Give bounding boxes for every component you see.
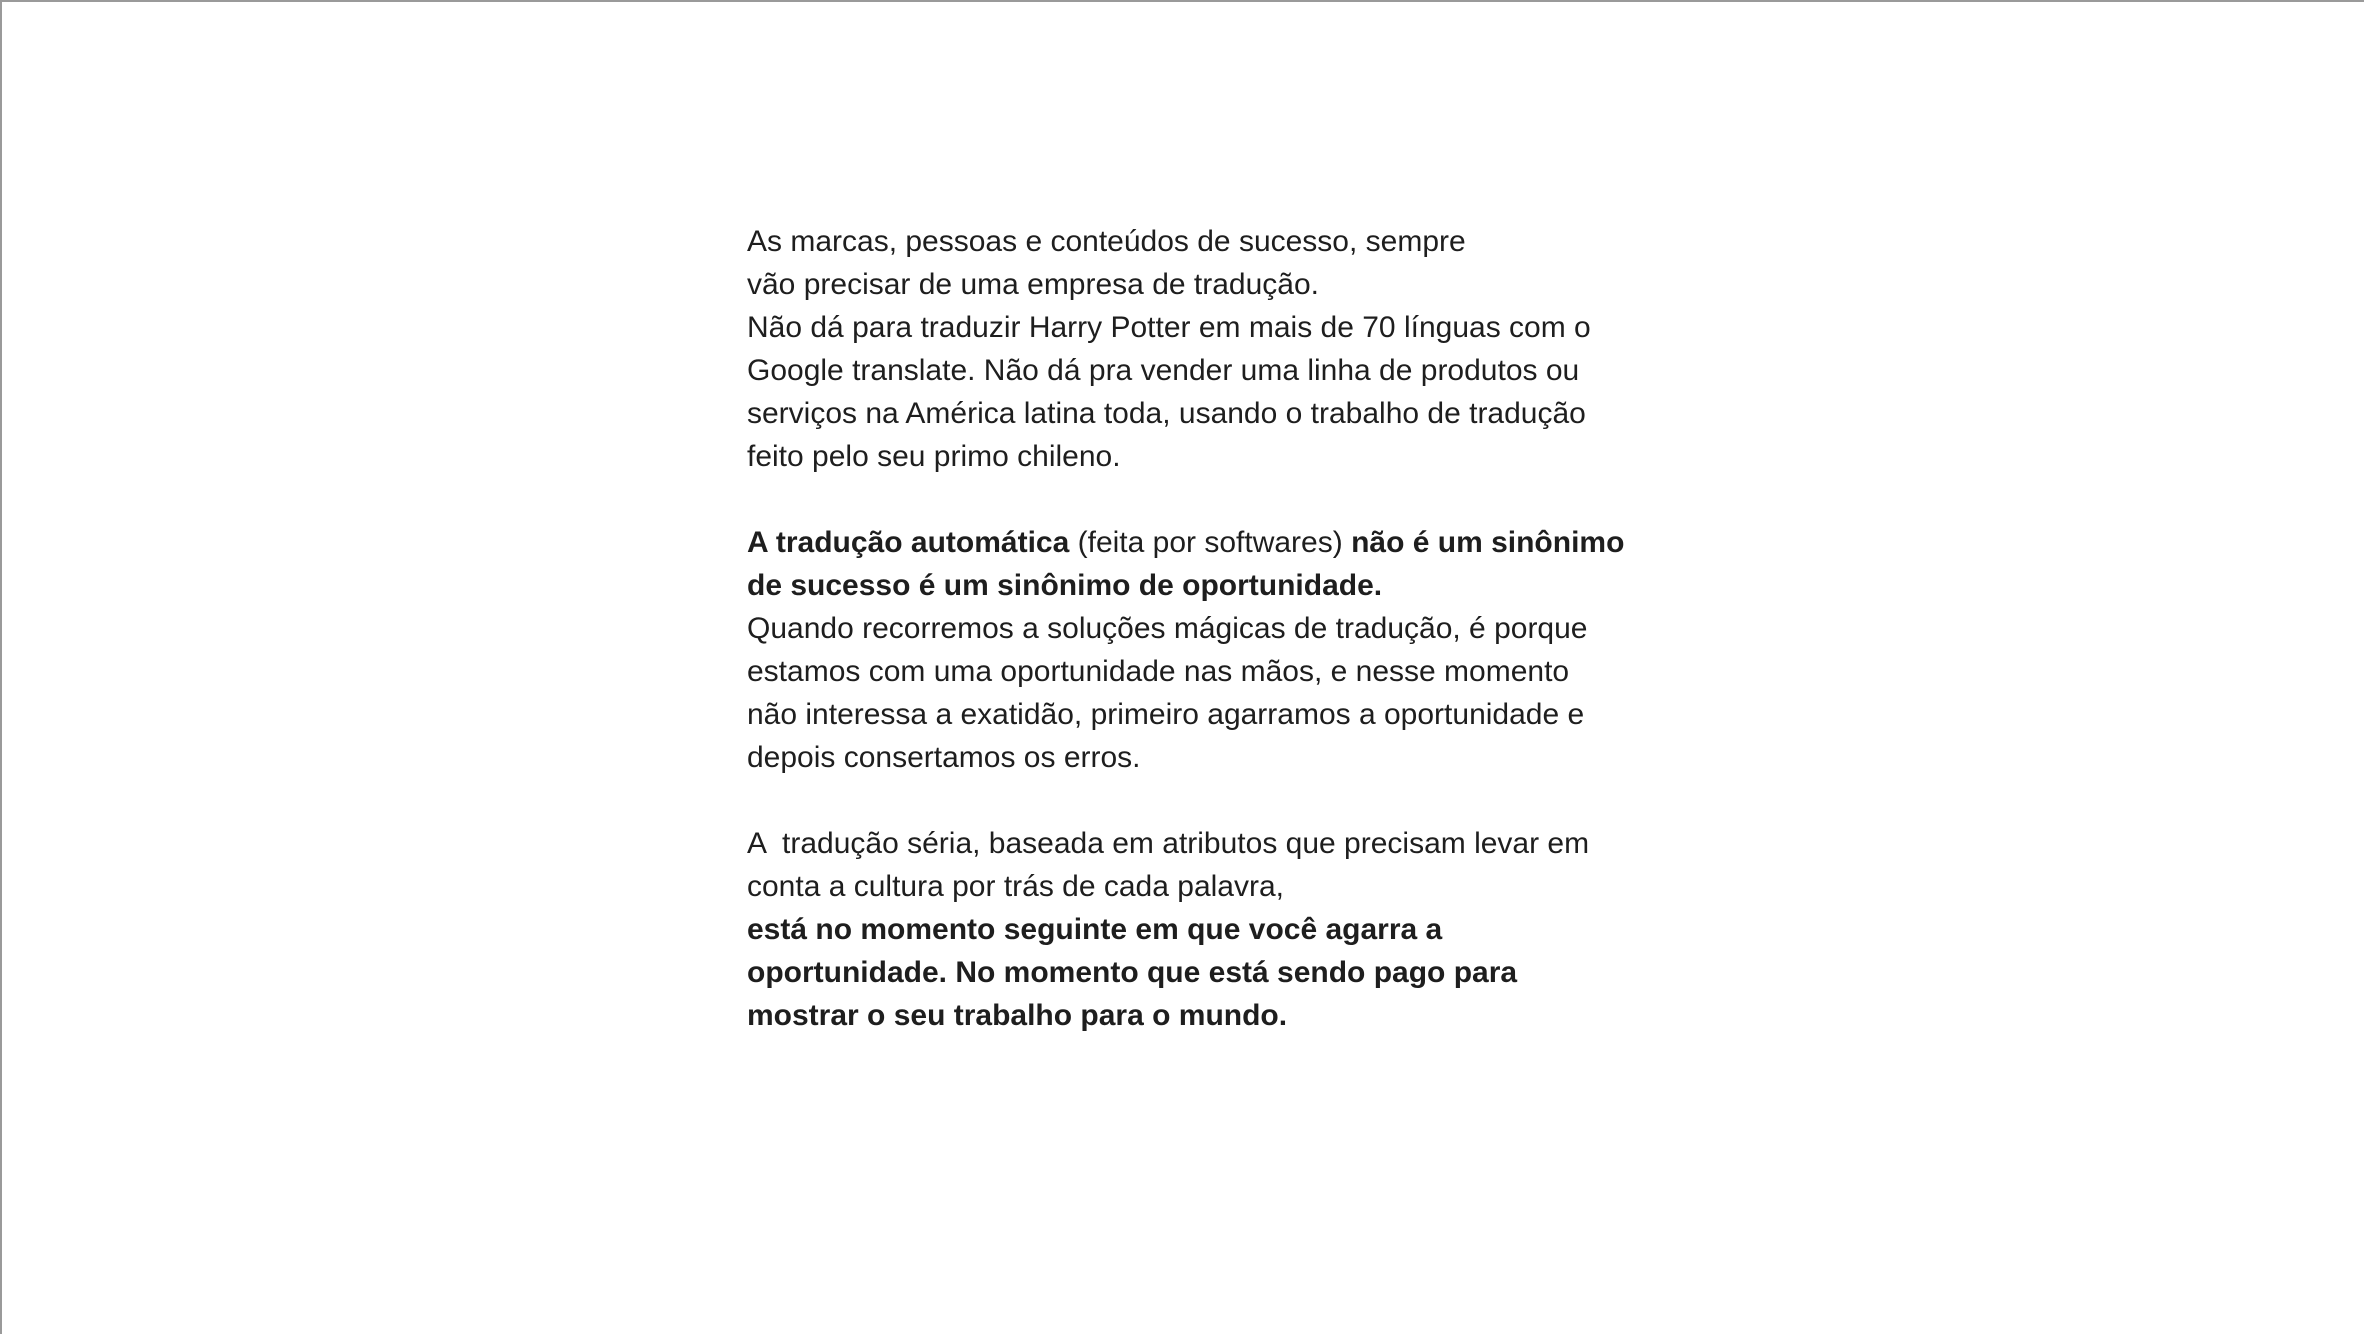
paragraph-intro: [747, 220, 1627, 478]
bold-automatic-translation: A tradução automática: [747, 526, 1070, 559]
paragraph-serious-translation: [747, 822, 1627, 1037]
document-body: [747, 220, 1627, 1080]
intro-line-3: Não dá para traduzir Harry Potter em mais de 70 línguas com o Google translate. Não dá pra vender uma linha de produtos ou serviços na América latina toda, usando o trabalho de tradução feito pelo seu primo chileno.: [747, 311, 1591, 473]
magic-solutions-text: Quando recorremos a soluções mágicas de tradução, é porque estamos com uma oportunidade nas mãos, e nesse momento não interessa a exatidão, primeiro agarramos a oportunidade e depois consertamos os erros.: [747, 612, 1588, 774]
bold-next-moment: está no momento seguinte em que você agarra a oportunidade. No momento que está sendo pago para mostrar o seu trabalho para o mundo.: [747, 913, 1518, 1032]
bold-opportunity: não é um sinônimo de sucesso é um sinônimo de oportunidade.: [747, 526, 1625, 602]
paragraph-automatic-translation: [747, 521, 1627, 779]
intro-line-2: vão precisar de uma empresa de tradução.: [747, 268, 1319, 301]
serious-translation-text: A tradução séria, baseada em atributos que precisam levar em conta a cultura por trás de cada palavra,: [747, 827, 1598, 903]
software-note: (feita por softwares): [1069, 526, 1352, 559]
intro-line-1: As marcas, pessoas e conteúdos de sucesso, sempre: [747, 225, 1466, 258]
